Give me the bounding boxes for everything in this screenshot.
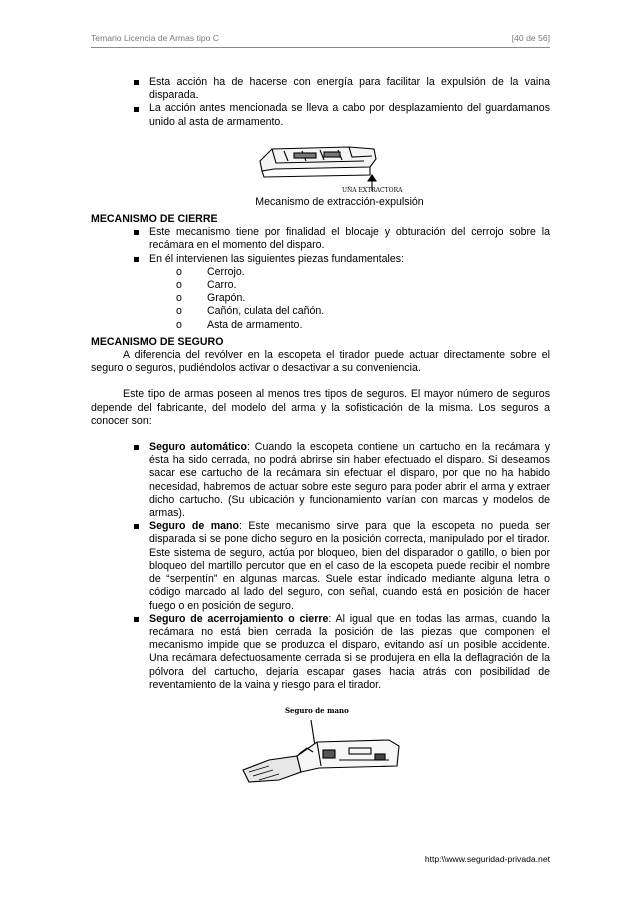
parts-list xyxy=(91,266,550,332)
square-bullet-icon xyxy=(134,107,139,112)
list-item: Seguro de acerrojamiento o cierre: Al igual que en todas las armas, cuando la recámara no está bien cerrada la posición de las piezas que componen el mecanismo impide que se produzca el disparo, evitando así un posible accidente. Una recámara defectuosamente cerrada si se produjera en ella la deflagración de la pólvora del cartucho, dejaría escapar gases hacia atrás con posibilidad de reventamiento de la vaina y riesgo para el tirador. xyxy=(91,613,550,692)
seguro-term: Seguro de acerrojamiento o cierre xyxy=(149,612,329,625)
page-header xyxy=(91,33,550,48)
square-bullet-icon xyxy=(134,617,139,622)
footer-url[interactable]: http:\\www.seguridad-privada.net xyxy=(424,854,550,864)
list-item: Seguro automático: Cuando la escopeta contiene un cartucho en la recámara y ésta ha sido cerrada, no podrá abrirse sin haber efectuado el disparo. Si deseamos sacar ese cartucho de la recámara sin efectuar el disparo, por que no ha habido necesidad, habremos de actuar sobre este seguro para poder abrir el arma y extraer dicho cartucho. (Su ubicación y funcionamiento varían con marcas y modelos de armas). xyxy=(91,441,550,520)
circle-bullet-icon: o xyxy=(176,292,182,305)
square-bullet-icon xyxy=(134,230,139,235)
square-bullet-icon xyxy=(134,80,139,85)
figure2-label: Seguro de mano xyxy=(285,705,349,715)
intro-bullet-list xyxy=(91,76,550,129)
circle-bullet-icon: o xyxy=(176,305,182,318)
list-item: Esta acción ha de hacerse con energía para facilitar la expulsión de la vaina disparada. xyxy=(91,76,550,102)
list-item: o Cerrojo. xyxy=(176,265,245,278)
square-bullet-icon xyxy=(134,445,139,450)
list-item: o Asta de armamento. xyxy=(176,318,303,331)
square-bullet-icon xyxy=(134,257,139,262)
figure-extraction-mechanism xyxy=(91,139,550,196)
heading-cierre: MECANISMO DE CIERRE xyxy=(91,213,218,226)
figure1-caption: Mecanismo de extracción-expulsión xyxy=(255,195,424,208)
cierre-bullet-list xyxy=(91,226,550,266)
figure1-label: UÑA EXTRACTORA xyxy=(342,186,403,194)
list-item: Este mecanismo tiene por finalidad el blocaje y obturación del cerrojo sobre la recámara en el momento del disparo. xyxy=(91,226,550,252)
figure-hand-safety xyxy=(91,704,550,792)
circle-bullet-icon: o xyxy=(176,265,182,278)
paragraph: Este tipo de armas poseen al menos tres tipos de seguros. El mayor número de seguros depende del fabricante, del modelo del arma y la sofisticación de la misma. Los seguros a conocer son: xyxy=(91,388,550,427)
list-item: o Carro. xyxy=(176,279,237,292)
header-title: Temario Licencia de Armas tipo C xyxy=(91,33,220,43)
paragraph: A diferencia del revólver en la escopeta el tirador puede actuar directamente sobre el seguro o seguros, pudiéndolos activar o desactivar a su conveniencia. xyxy=(91,349,550,375)
circle-bullet-icon: o xyxy=(176,318,182,331)
seguro-term: Seguro de mano xyxy=(149,520,239,533)
circle-bullet-icon: o xyxy=(176,279,182,292)
page-body xyxy=(91,76,550,792)
list-item: o Grapón. xyxy=(176,292,246,305)
heading-seguro: MECANISMO DE SEGURO xyxy=(91,335,224,348)
list-item: o Cañón, culata del cañón. xyxy=(176,305,325,318)
header-page-number: [40 de 56] xyxy=(511,33,550,43)
square-bullet-icon xyxy=(134,524,139,529)
seguro-term: Seguro automático xyxy=(149,441,247,454)
list-item: En él intervienen las siguientes piezas fundamentales: xyxy=(91,253,550,266)
seguros-list xyxy=(91,441,550,692)
list-item: La acción antes mencionada se lleva a cabo por desplazamiento del guardamanos unido al asta de armamento. xyxy=(91,102,550,128)
list-item: Seguro de mano: Este mecanismo sirve para que la escopeta no pueda ser disparada si se pone dicho seguro en la posición correcta, manipulado por el tirador. Este sistema de seguro, actúa por bloqueo, bien del disparador o gatillo, o bien por bloqueo del martillo percutor que en el caso de la escopeta puede recibir el nombre de “serpentín” en algunas marcas. Suele estar indicado mediante alguna letra o código marcado al lado del seguro, con señal, cuando está en posición de hacer fuego o en posición de seguro. xyxy=(91,520,550,612)
hand-safety-illustration xyxy=(239,710,409,798)
